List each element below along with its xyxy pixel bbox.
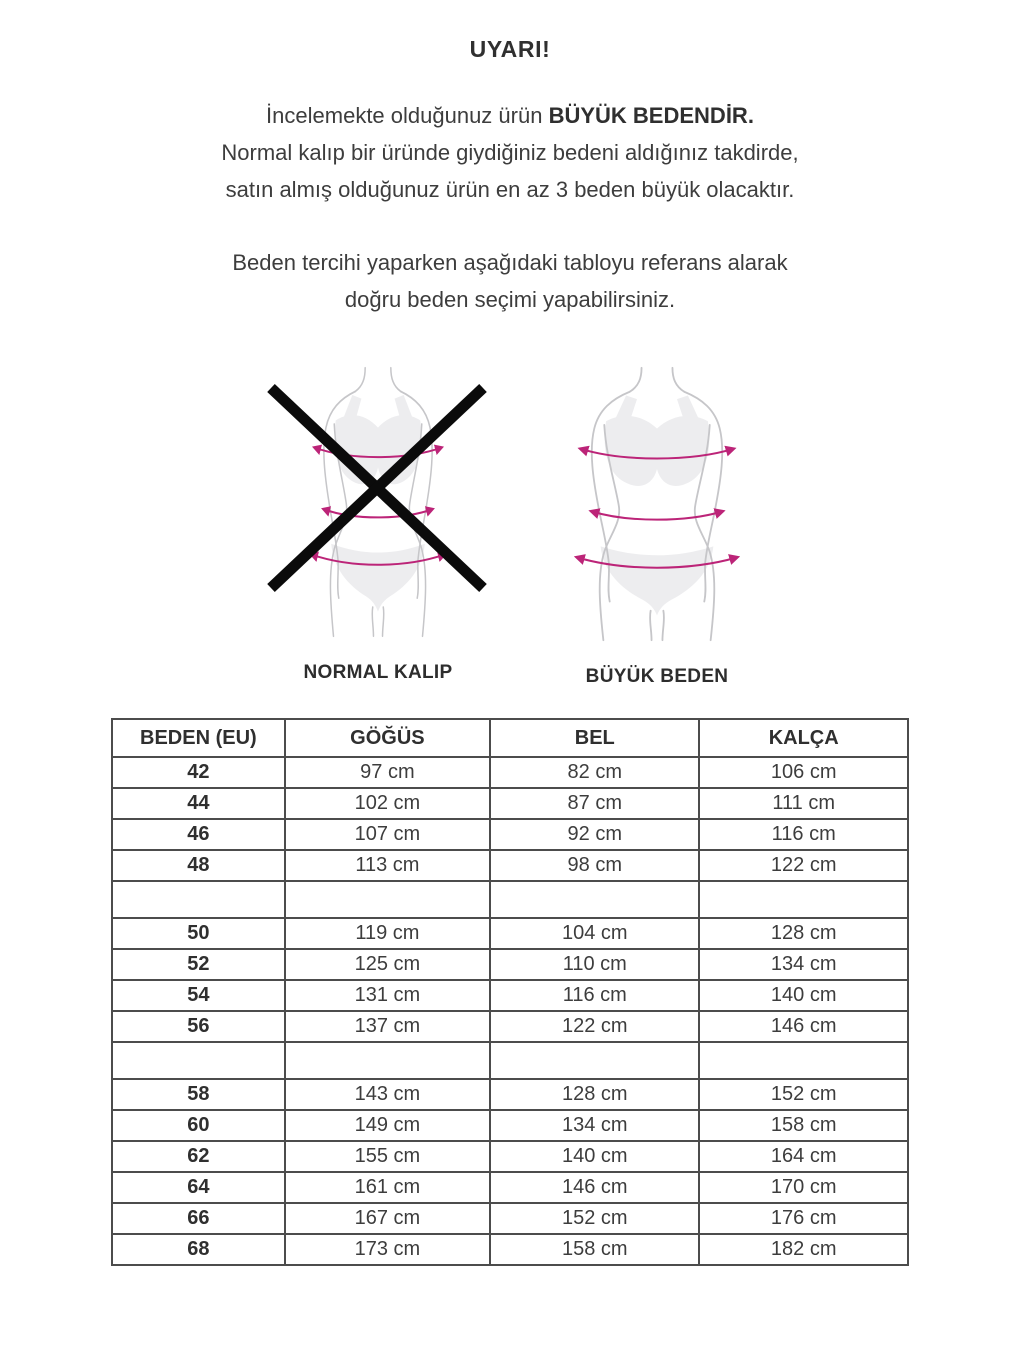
measurement-cell: 167 cm xyxy=(285,1203,490,1234)
size-cell: 46 xyxy=(112,819,285,850)
size-table-header xyxy=(112,719,908,757)
measurement-cell xyxy=(699,881,908,918)
size-cell: 66 xyxy=(112,1203,285,1234)
measurement-cell: 131 cm xyxy=(285,980,490,1011)
table-row xyxy=(112,1234,908,1265)
measurement-cell: 106 cm xyxy=(699,757,908,788)
size-cell: 54 xyxy=(112,980,285,1011)
table-row xyxy=(112,949,908,980)
measurement-cell: 170 cm xyxy=(699,1172,908,1203)
measurement-cell: 143 cm xyxy=(285,1079,490,1110)
measurement-cell: 176 cm xyxy=(699,1203,908,1234)
measurement-cell: 161 cm xyxy=(285,1172,490,1203)
measurement-cell: 137 cm xyxy=(285,1011,490,1042)
measurement-cell: 82 cm xyxy=(490,757,699,788)
measurement-cell: 116 cm xyxy=(699,819,908,850)
measurement-cell: 113 cm xyxy=(285,850,490,881)
measurement-cell: 122 cm xyxy=(490,1011,699,1042)
size-cell: 52 xyxy=(112,949,285,980)
intro-line-1-normal: İncelemekte olduğunuz ürün xyxy=(266,103,549,128)
size-cell xyxy=(112,1042,285,1079)
measurement-cell: 111 cm xyxy=(699,788,908,819)
measurement-cell: 92 cm xyxy=(490,819,699,850)
table-row xyxy=(112,1011,908,1042)
size-cell xyxy=(112,881,285,918)
figure-plus-label: BÜYÜK BEDEN xyxy=(585,666,729,687)
measurement-cell: 152 cm xyxy=(699,1079,908,1110)
figure-plus xyxy=(557,366,757,688)
size-cell: 58 xyxy=(112,1079,285,1110)
measurement-cell: 173 cm xyxy=(285,1234,490,1265)
measurement-cell: 97 cm xyxy=(285,757,490,788)
size-cell: 62 xyxy=(112,1141,285,1172)
measurement-cell: 146 cm xyxy=(699,1011,908,1042)
header-cell-size: BEDEN (EU) xyxy=(112,719,285,757)
size-cell: 56 xyxy=(112,1011,285,1042)
table-row xyxy=(112,757,908,788)
table-row xyxy=(112,819,908,850)
measurement-cell: 98 cm xyxy=(490,850,699,881)
measurement-cell: 116 cm xyxy=(490,980,699,1011)
measurement-cell: 158 cm xyxy=(699,1110,908,1141)
measurement-cell: 140 cm xyxy=(490,1141,699,1172)
measurement-cell: 134 cm xyxy=(490,1110,699,1141)
header-cell-hip: KALÇA xyxy=(699,719,908,757)
body-figure-normal xyxy=(295,366,461,638)
figure-normal-label: NORMAL KALIP xyxy=(303,662,453,683)
size-cell: 42 xyxy=(112,757,285,788)
instruction-line-1: Beden tercihi yaparken aşağıdaki tabloyu referans alarak xyxy=(232,250,788,275)
size-cell: 64 xyxy=(112,1172,285,1203)
measurement-cell: 134 cm xyxy=(699,949,908,980)
measurement-cell: 128 cm xyxy=(699,918,908,949)
measurement-cell xyxy=(285,881,490,918)
measurement-cell: 122 cm xyxy=(699,850,908,881)
measurement-cell xyxy=(490,881,699,918)
page-title: UYARI! xyxy=(469,36,551,62)
intro-text xyxy=(0,97,1020,208)
measurement-cell: 146 cm xyxy=(490,1172,699,1203)
size-cell: 44 xyxy=(112,788,285,819)
measurement-cell: 110 cm xyxy=(490,949,699,980)
table-row xyxy=(112,1172,908,1203)
size-cell: 60 xyxy=(112,1110,285,1141)
size-table-body xyxy=(112,757,908,1265)
measurement-cell: 182 cm xyxy=(699,1234,908,1265)
size-cell: 68 xyxy=(112,1234,285,1265)
header-row xyxy=(112,719,908,757)
intro-line-2: Normal kalıp bir üründe giydiğiniz bedeni aldığınız takdirde, xyxy=(221,140,799,165)
measurement-cell: 104 cm xyxy=(490,918,699,949)
figure-normal xyxy=(295,366,461,684)
table-row xyxy=(112,1110,908,1141)
measurement-cell: 152 cm xyxy=(490,1203,699,1234)
measurement-cell: 158 cm xyxy=(490,1234,699,1265)
table-row xyxy=(112,1141,908,1172)
measurement-cell: 164 cm xyxy=(699,1141,908,1172)
measurement-cell xyxy=(699,1042,908,1079)
spacer-row xyxy=(112,881,908,918)
table-row xyxy=(112,850,908,881)
measurement-cell: 119 cm xyxy=(285,918,490,949)
table-row xyxy=(112,788,908,819)
instruction-line-2: doğru beden seçimi yapabilirsiniz. xyxy=(344,287,676,312)
measurement-cell: 140 cm xyxy=(699,980,908,1011)
header-cell-chest: GÖĞÜS xyxy=(285,719,490,757)
measurement-cell: 155 cm xyxy=(285,1141,490,1172)
table-row xyxy=(112,1079,908,1110)
table-row xyxy=(112,980,908,1011)
measurement-cell: 102 cm xyxy=(285,788,490,819)
table-row xyxy=(112,918,908,949)
measurement-cell: 125 cm xyxy=(285,949,490,980)
measurement-cell: 149 cm xyxy=(285,1110,490,1141)
intro-line-3: satın almış olduğunuz ürün en az 3 beden büyük olacaktır. xyxy=(225,177,795,202)
size-table xyxy=(111,718,909,1266)
measurement-cell: 107 cm xyxy=(285,819,490,850)
spacer-row xyxy=(112,1042,908,1079)
instruction-text xyxy=(0,244,1020,318)
figure-comparison xyxy=(32,366,1020,688)
size-cell: 48 xyxy=(112,850,285,881)
header-cell-waist: BEL xyxy=(490,719,699,757)
table-row xyxy=(112,1203,908,1234)
measurement-cell: 87 cm xyxy=(490,788,699,819)
measurement-cell xyxy=(490,1042,699,1079)
intro-line-1 xyxy=(0,97,1020,134)
intro-line-1-bold: BÜYÜK BEDENDİR. xyxy=(548,103,754,128)
measurement-cell xyxy=(285,1042,490,1079)
measurement-cell: 128 cm xyxy=(490,1079,699,1110)
size-cell: 50 xyxy=(112,918,285,949)
body-figure-plus xyxy=(557,366,757,642)
